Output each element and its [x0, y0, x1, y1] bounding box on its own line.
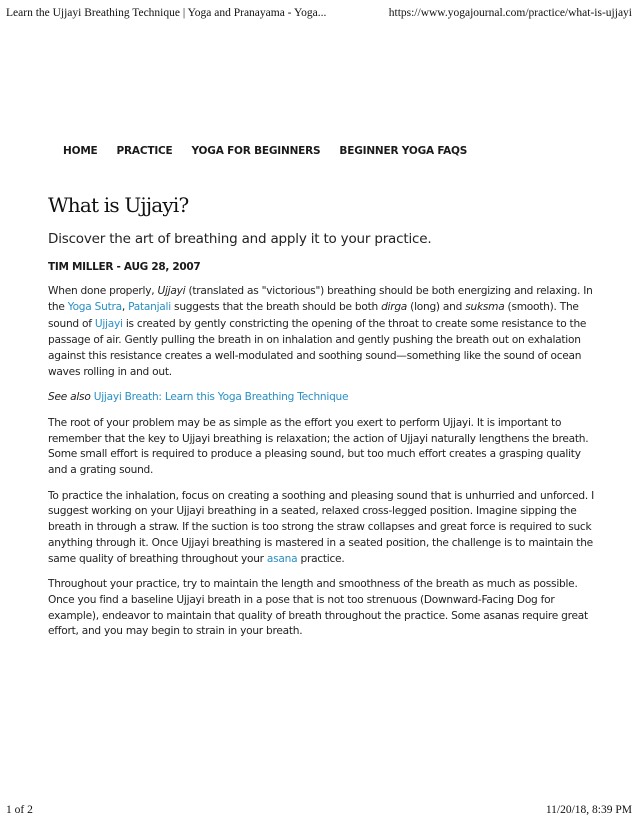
p1-text-b: (translated as "victorious") breathing should be both energizing and relaxing. In the [48, 285, 593, 313]
link-ujjayi-breath-technique[interactable]: Ujjayi Breath: Learn this Yoga Breathing Technique [93, 391, 349, 404]
link-asana[interactable]: asana [266, 552, 298, 565]
paragraph-2 [48, 317, 596, 380]
p1-text-f: (smooth). The [504, 300, 579, 313]
paragraph-3: The root of your problem may be as simple as the effort you exert to perform Ujjayi. It is important to remember that the key to Ujjayi breathing is relaxation; the action of Ujjayi naturally lengthens the breath. Some small effort is required to produce a pleasing sound, but too much effort creates a grasping quality and a grating sound. [48, 416, 589, 477]
see-also-label: See also [48, 391, 91, 404]
paragraph-4 [48, 489, 596, 568]
print-header-title: Learn the Ujjayi Breathing Technique | Yoga and Pranayama - Yoga... [6, 7, 327, 19]
paragraph-5: Throughout your practice, try to maintain the length and smoothness of the breath as much as possible. Once you find a baseline Ujjayi breath in a pose that is not too strenuous (Downward-Facing Dog for example), endeavor to maintain that quality of breath throughout the practice. Some asanas require great effort, and you may begin to strain in your breath. [48, 578, 588, 638]
article-byline: TIM MILLER - AUG 28, 2007 [48, 261, 201, 273]
p2-text-a: sound of [48, 318, 95, 331]
p1-suksma-italic: suksma [465, 300, 505, 313]
p1-dirga-italic: dirga [381, 300, 408, 313]
p2-text-b: is created by gently constricting the opening of the throat to create some resistance to the passage of air. Gently pulling the breath in on inhalation and gently pushing the breath out on exhalation against this resistance creates a well-modulated and soothing sound—something like the sound of ocean waves rolling in and out. [48, 318, 587, 378]
nav-item-beginner-yoga-faqs[interactable]: BEGINNER YOGA FAQS [339, 145, 468, 157]
p4-text-a: To practice the inhalation, focus on creating a soothing and pleasing sound that is unhurried and unforced. I suggest working on your Ujjayi breathing in a seated, relaxed cross-legged position. Imagine sipping the breath in through a straw. If the suction is too strong the straw collapses and great force is required to suck anything through it. Once Ujjayi breathing is mastered in a seated position, the challenge is to maintain the same quality of breathing throughout your [48, 489, 594, 565]
nav-item-practice[interactable]: PRACTICE [116, 145, 173, 157]
main-nav [63, 145, 467, 157]
article [48, 192, 596, 640]
link-ujjayi[interactable]: Ujjayi [94, 318, 123, 331]
p1-text-e: (long) and [407, 300, 466, 313]
link-yoga-sutra[interactable]: Yoga Sutra [67, 300, 122, 313]
print-footer-page-number: 1 of 2 [6, 804, 33, 816]
print-footer-datetime: 11/20/18, 8:39 PM [545, 804, 632, 816]
article-subtitle: Discover the art of breathing and apply it to your practice. [48, 231, 432, 247]
article-title: What is Ujjayi? [48, 193, 189, 217]
print-footer [6, 804, 632, 818]
see-also [48, 390, 596, 406]
link-patanjali[interactable]: Patanjali [128, 300, 171, 313]
paragraph-1 [48, 284, 596, 315]
nav-item-home[interactable]: HOME [63, 145, 98, 157]
p4-text-b: practice. [297, 552, 345, 565]
p1-text-c: , [121, 300, 129, 313]
print-header-url: https://www.yogajournal.com/practice/what-is-ujjayi [388, 7, 632, 19]
nav-item-yoga-for-beginners[interactable]: YOGA FOR BEGINNERS [191, 145, 321, 157]
p1-ujjayi-italic: Ujjayi [157, 285, 186, 297]
p1-text-a: When done properly, [48, 285, 158, 297]
print-header [6, 7, 632, 21]
p1-text-d: suggests that the breath should be both [170, 300, 382, 313]
